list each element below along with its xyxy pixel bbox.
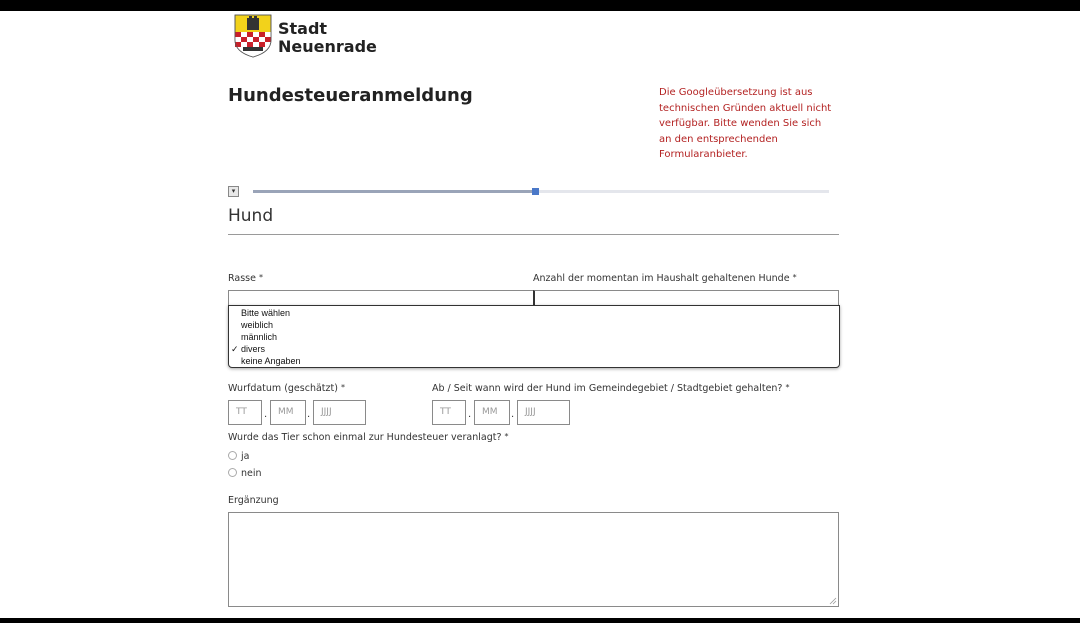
select-option-selected[interactable] bbox=[231, 343, 266, 355]
wurfdatum-label bbox=[228, 383, 345, 394]
rasse-label bbox=[228, 273, 263, 284]
radio-label-no: nein bbox=[241, 468, 262, 479]
section-divider bbox=[228, 234, 839, 235]
seit-month-input[interactable]: MM bbox=[474, 400, 510, 425]
required-marker: * bbox=[258, 273, 263, 282]
required-marker: * bbox=[504, 432, 509, 441]
city-name bbox=[278, 20, 377, 56]
progress-bar bbox=[253, 190, 829, 193]
city-name-line1: Stadt bbox=[278, 19, 328, 38]
date-separator: . bbox=[468, 409, 472, 420]
rasse-label-text: Rasse bbox=[228, 273, 256, 284]
select-option[interactable]: keine Angaben bbox=[241, 356, 301, 366]
select-option[interactable]: männlich bbox=[241, 332, 278, 342]
anzahl-label-text: Anzahl der momentan im Haushalt gehaltenen Hunde bbox=[533, 273, 790, 284]
ergaenzung-textarea[interactable] bbox=[228, 512, 839, 607]
required-marker: * bbox=[340, 383, 345, 392]
progress-fill bbox=[253, 190, 535, 193]
radio-option-yes[interactable] bbox=[228, 451, 249, 462]
select-option-label: divers bbox=[241, 344, 266, 354]
city-coat-of-arms-logo bbox=[234, 14, 272, 58]
rasse-input[interactable] bbox=[228, 290, 534, 306]
wurfdatum-year-input[interactable]: JJJJ bbox=[313, 400, 366, 425]
section-title: Hund bbox=[228, 206, 274, 226]
seit-year-input[interactable]: JJJJ bbox=[517, 400, 570, 425]
required-marker: * bbox=[785, 383, 790, 392]
required-marker: * bbox=[792, 273, 797, 282]
resize-grip-icon[interactable] bbox=[829, 597, 837, 605]
seit-label bbox=[432, 383, 789, 394]
page-title: Hundesteueranmeldung bbox=[228, 85, 473, 106]
date-separator: . bbox=[264, 409, 268, 420]
date-separator: . bbox=[307, 409, 311, 420]
anzahl-label bbox=[533, 273, 797, 284]
city-name-line2: Neuenrade bbox=[278, 37, 377, 56]
checkmark-icon: ✓ bbox=[231, 344, 239, 354]
ergaenzung-label: Ergänzung bbox=[228, 495, 279, 506]
select-option[interactable]: weiblich bbox=[241, 320, 274, 330]
veranlagt-label-text: Wurde das Tier schon einmal zur Hundesteuer veranlagt? bbox=[228, 432, 502, 443]
seit-day-input[interactable]: TT bbox=[432, 400, 466, 425]
anzahl-input[interactable] bbox=[533, 290, 839, 306]
seit-label-text: Ab / Seit wann wird der Hund im Gemeindegebiet / Stadtgebiet gehalten? bbox=[432, 383, 783, 394]
form-page bbox=[0, 11, 1080, 618]
gender-select-dropdown[interactable] bbox=[228, 305, 840, 368]
veranlagt-label bbox=[228, 432, 509, 443]
radio-option-no[interactable] bbox=[228, 468, 262, 479]
step-menu-toggle-button[interactable]: ▾ bbox=[228, 186, 239, 197]
date-separator: . bbox=[511, 409, 515, 420]
radio-label-yes: ja bbox=[241, 451, 250, 462]
wurfdatum-day-input[interactable]: TT bbox=[228, 400, 262, 425]
select-option[interactable]: Bitte wählen bbox=[241, 308, 291, 318]
wurfdatum-month-input[interactable]: MM bbox=[270, 400, 306, 425]
radio-button-no[interactable] bbox=[228, 468, 237, 477]
radio-button-yes[interactable] bbox=[228, 451, 237, 460]
wurfdatum-label-text: Wurfdatum (geschätzt) bbox=[228, 383, 338, 394]
progress-marker bbox=[532, 188, 539, 195]
translation-notice: Die Googleübersetzung ist aus technischen Gründen aktuell nicht verfügbar. Bitte wenden Sie sich an den entsprechenden Formularanbieter. bbox=[659, 87, 832, 160]
